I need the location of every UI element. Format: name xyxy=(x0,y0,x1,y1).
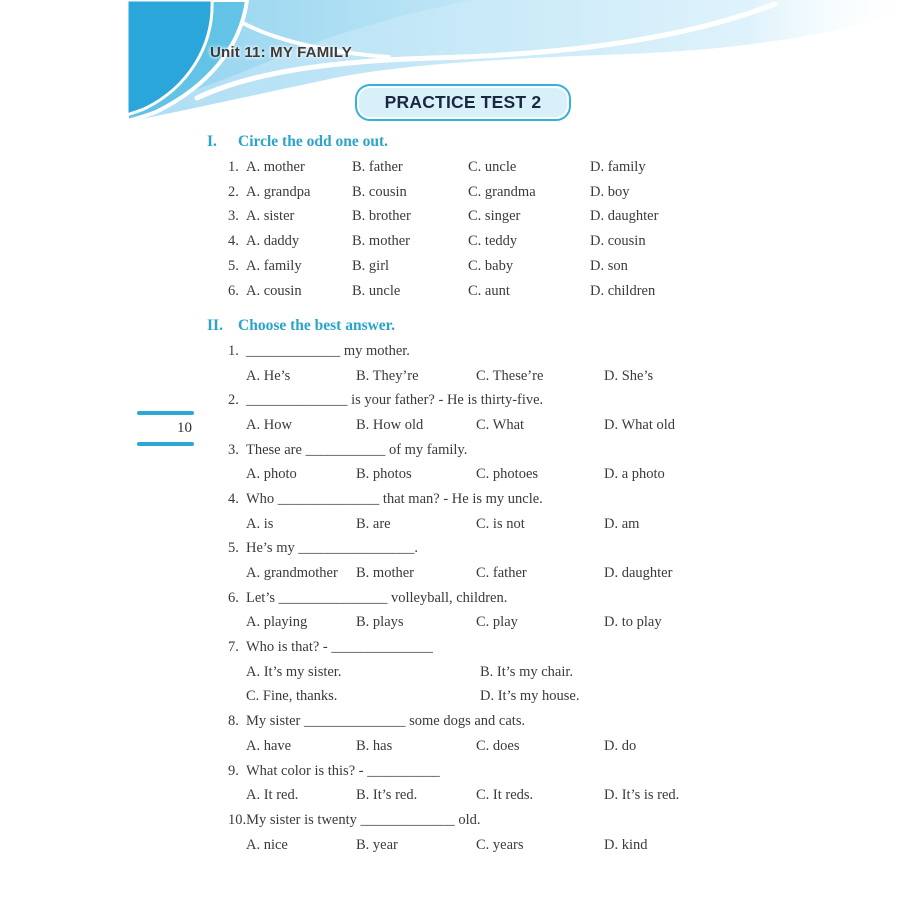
option-a: A. family xyxy=(246,258,302,275)
odd-one-out-row xyxy=(228,279,912,304)
section2-heading xyxy=(207,317,922,335)
question-row xyxy=(228,438,912,463)
question-text: _____________ my mother. xyxy=(246,342,410,359)
option-c: C. grandma xyxy=(468,183,536,200)
option-a: A. daddy xyxy=(246,233,300,250)
option-a: A. grandmother xyxy=(246,565,338,582)
question-row xyxy=(228,808,912,833)
option-b: B. are xyxy=(356,515,391,532)
option-a: A. have xyxy=(246,737,292,754)
odd-one-out-row xyxy=(228,229,912,254)
option-d: D. It’s is red. xyxy=(604,787,680,804)
options-row xyxy=(228,512,912,537)
option-b: B. brother xyxy=(352,208,411,225)
options-row xyxy=(228,611,912,636)
question-row xyxy=(228,339,912,364)
option-c: C. photoes xyxy=(476,466,539,483)
question-text: My sister is twenty _____________ old. xyxy=(246,811,481,828)
item-number: 5. xyxy=(228,258,239,275)
question-number: 7. xyxy=(228,639,239,656)
question-row xyxy=(228,759,912,784)
option-c: C. teddy xyxy=(468,233,518,250)
question-text: ______________ is your father? - He is thirty-five. xyxy=(246,392,544,409)
option-c: C. uncle xyxy=(468,158,517,175)
option-d: D. It’s my house. xyxy=(480,688,580,705)
question-row xyxy=(228,635,912,660)
option-a: A. sister xyxy=(246,208,295,225)
practice-test-badge xyxy=(355,84,571,121)
question-number: 8. xyxy=(228,713,239,730)
option-d: D. kind xyxy=(604,836,648,853)
section1-title: Circle the odd one out. xyxy=(238,133,388,150)
option-a: A. playing xyxy=(246,614,308,631)
option-c: C. aunt xyxy=(468,282,510,299)
question-row xyxy=(228,537,912,562)
option-a: A. It’s my sister. xyxy=(246,663,342,680)
item-number: 2. xyxy=(228,183,239,200)
option-d: D. to play xyxy=(604,614,662,631)
question-text: These are ___________ of my family. xyxy=(246,441,468,458)
option-c: C. It reds. xyxy=(476,787,534,804)
option-d: D. What old xyxy=(604,416,676,433)
option-d: D. She’s xyxy=(604,367,654,384)
odd-one-out-row xyxy=(228,180,912,205)
option-b: B. How old xyxy=(356,416,424,433)
question-text: Who ______________ that man? - He is my uncle. xyxy=(246,490,543,507)
options-row xyxy=(228,783,912,808)
question-row xyxy=(228,487,912,512)
question-text: He’s my ________________. xyxy=(246,540,418,557)
options-row xyxy=(228,833,912,858)
practice-test-title: PRACTICE TEST 2 xyxy=(384,92,542,112)
question-row xyxy=(228,388,912,413)
option-a: A. mother xyxy=(246,158,305,175)
odd-one-out-row xyxy=(228,205,912,230)
odd-one-out-row xyxy=(228,155,912,180)
option-b: B. cousin xyxy=(352,183,407,200)
options-row xyxy=(228,685,912,710)
option-d: D. cousin xyxy=(590,233,646,250)
option-c: C. years xyxy=(476,836,524,853)
option-c: C. singer xyxy=(468,208,521,225)
question-number: 9. xyxy=(228,762,239,779)
option-d: D. daughter xyxy=(604,565,673,582)
question-number: 1. xyxy=(228,342,239,359)
option-a: A. grandpa xyxy=(246,183,311,200)
option-a: A. nice xyxy=(246,836,288,853)
item-number: 6. xyxy=(228,282,239,299)
option-a: A. photo xyxy=(246,466,297,483)
option-c: C. These’re xyxy=(476,367,544,384)
section1-rows xyxy=(228,155,912,304)
option-c: C. Fine, thanks. xyxy=(246,688,338,705)
option-b: B. has xyxy=(356,737,393,754)
option-c: C. is not xyxy=(476,515,525,532)
option-d: D. boy xyxy=(590,183,630,200)
page-number-rule-bottom xyxy=(137,442,194,446)
option-d: D. children xyxy=(590,282,656,299)
option-c: C. What xyxy=(476,416,525,433)
unit-title: Unit 11: MY FAMILY xyxy=(210,44,352,61)
question-number: 10. xyxy=(228,811,247,828)
option-c: C. does xyxy=(476,737,520,754)
options-row xyxy=(228,364,912,389)
question-number: 3. xyxy=(228,441,239,458)
section2-numeral: II. xyxy=(207,317,223,334)
odd-one-out-row xyxy=(228,254,912,279)
option-b: B. year xyxy=(356,836,398,853)
option-b: B. plays xyxy=(356,614,404,631)
item-number: 3. xyxy=(228,208,239,225)
question-row xyxy=(228,709,912,734)
option-a: A. How xyxy=(246,416,292,433)
option-a: A. He’s xyxy=(246,367,291,384)
option-b: B. It’s red. xyxy=(356,787,418,804)
option-b: B. girl xyxy=(352,258,390,275)
option-d: D. family xyxy=(590,158,646,175)
question-text: What color is this? - __________ xyxy=(246,762,440,779)
section1-numeral: I. xyxy=(207,133,217,150)
options-row xyxy=(228,413,912,438)
option-a: A. It red. xyxy=(246,787,299,804)
page-number-marker xyxy=(137,411,194,446)
page-number: 10 xyxy=(177,420,192,436)
question-text: My sister ______________ some dogs and cats. xyxy=(246,713,526,730)
option-b: B. It’s my chair. xyxy=(480,663,574,680)
option-d: D. a photo xyxy=(604,466,665,483)
option-d: D. do xyxy=(604,737,637,754)
item-number: 4. xyxy=(228,233,239,250)
question-number: 4. xyxy=(228,490,239,507)
option-c: C. father xyxy=(476,565,527,582)
option-a: A. is xyxy=(246,515,274,532)
question-text: Who is that? - ______________ xyxy=(246,639,433,656)
options-row xyxy=(228,734,912,759)
option-b: B. mother xyxy=(356,565,414,582)
section2-title: Choose the best answer. xyxy=(238,317,396,334)
options-row xyxy=(228,462,912,487)
question-number: 2. xyxy=(228,392,239,409)
option-b: B. father xyxy=(352,158,403,175)
option-b: B. They’re xyxy=(356,367,419,384)
option-b: B. uncle xyxy=(352,282,401,299)
option-d: D. daughter xyxy=(590,208,659,225)
options-row xyxy=(228,660,912,685)
section2-rows xyxy=(228,339,912,857)
option-b: B. mother xyxy=(352,233,410,250)
option-c: C. baby xyxy=(468,258,514,275)
question-text: Let’s _______________ volleyball, children. xyxy=(246,589,508,606)
option-b: B. photos xyxy=(356,466,412,483)
option-d: D. am xyxy=(604,515,640,532)
section1-heading xyxy=(207,133,922,151)
option-d: D. son xyxy=(590,258,628,275)
option-a: A. cousin xyxy=(246,282,302,299)
option-c: C. play xyxy=(476,614,518,631)
question-number: 6. xyxy=(228,589,239,606)
question-number: 5. xyxy=(228,540,239,557)
item-number: 1. xyxy=(228,158,239,175)
question-row xyxy=(228,586,912,611)
options-row xyxy=(228,561,912,586)
